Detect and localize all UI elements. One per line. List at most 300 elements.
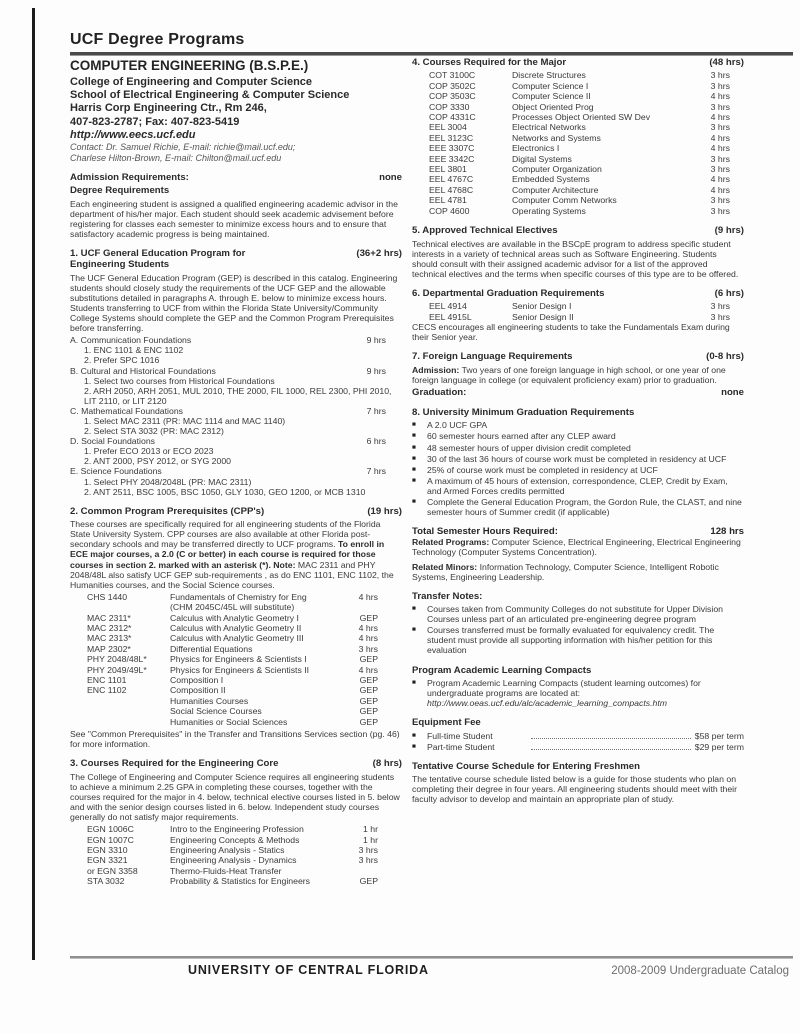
total-hours-label: Total Semester Hours Required: <box>412 526 558 538</box>
course-hours: 1 hr <box>363 824 378 835</box>
foundation-hours: 7 hrs <box>366 405 386 416</box>
foundation-group <box>70 436 402 466</box>
course-row <box>70 665 402 675</box>
footer-rule <box>70 956 793 959</box>
course-hours: 3 hrs <box>710 122 730 133</box>
bullet-square-icon: ■ <box>412 678 416 686</box>
left-column <box>70 58 402 953</box>
course-hours: 4 hrs <box>358 623 378 634</box>
course-title: Thermo-Fluids-Heat Transfer <box>170 865 282 876</box>
course-title: Senior Design II <box>512 311 574 322</box>
course-code: or EGN 3358 <box>87 865 138 876</box>
footer-catalog-edition: 2008-2009 Undergraduate Catalog <box>611 965 789 977</box>
program-contact-line1: Contact: Dr. Samuel Richie, E-mail: richie@mail.ucf.edu; <box>70 142 296 153</box>
section-cpp-body-bold: To enroll in ECE major courses, a 2.0 (C or better) in each course is required for those courses in section 2. marked with an asterisk (*). <box>70 539 385 570</box>
foreign-language-admission <box>412 365 744 385</box>
foundation-label: D. Social Foundations <box>70 436 155 447</box>
section-cpp-body <box>70 519 402 590</box>
course-row <box>70 696 402 706</box>
section-electives-hours: (9 hrs) <box>714 225 744 237</box>
bullet-square-icon: ■ <box>412 498 416 506</box>
course-row <box>412 164 744 174</box>
course-hours: 3 hrs <box>710 195 730 206</box>
course-row <box>412 112 744 122</box>
course-code: PHY 2048/48L* <box>87 654 147 665</box>
program-website-link: http://www.eecs.ucf.edu <box>70 128 196 141</box>
course-code: PHY 2049/49L* <box>87 664 147 675</box>
course-row <box>70 685 402 695</box>
course-hours: 4 hrs <box>358 664 378 675</box>
course-row <box>412 312 744 322</box>
course-title: Probability & Statistics for Engineers <box>170 876 311 887</box>
course-code: EEE 3342C <box>429 153 475 164</box>
course-hours: 3 hrs <box>358 844 378 855</box>
course-row <box>412 174 744 184</box>
course-hours: GEP <box>359 695 378 706</box>
bullet-item <box>412 497 744 517</box>
foundation-item: 2. Prefer SPC 1016 <box>84 355 160 366</box>
fee-value: $58 per term <box>694 730 744 741</box>
section-cpp-body-text1: These courses are specifically required for all engineering students of the Florida State University System. CPP courses are also available at other Florida post-secondary schools and may be transferred directly to UCF programs. <box>70 519 381 550</box>
foundation-group <box>70 406 402 436</box>
course-code: COP 4600 <box>429 205 470 216</box>
total-hours-row <box>412 527 744 537</box>
course-title: Humanities or Social Sciences <box>170 716 288 727</box>
course-title: Fundamentals of Chemistry for Eng <box>170 591 307 602</box>
course-hours: 3 hrs <box>358 643 378 654</box>
section-gep-heading <box>70 248 402 271</box>
bullet-text: A maximum of 45 hours of extension, correspondence, CLEP, Credit by Exam, and Armed Forces credits permitted <box>427 475 728 496</box>
bullet-square-icon: ■ <box>412 731 416 739</box>
course-title: Engineering Analysis - Statics <box>170 844 285 855</box>
foundation-group <box>70 466 402 496</box>
related-minors-text: Information Technology, Computer Science, Intelligent Robotic Systems, Engineering Leadership. <box>412 561 719 582</box>
course-code: MAC 2313* <box>87 633 132 644</box>
bullet-text: 60 semester hours earned after any CLEP award <box>427 431 616 442</box>
course-code: EEL 4768C <box>429 184 474 195</box>
course-code: CHS 1440 <box>87 591 128 602</box>
course-code <box>70 696 170 706</box>
program-contact-line2: Charlese Hilton-Brown, E-mail: Chilton@mail.ucf.edu <box>70 153 282 164</box>
section-cpp <box>70 506 402 750</box>
course-code: EEL 4914 <box>429 301 467 312</box>
related-minors-label: Related Minors: <box>412 561 478 572</box>
foundation-item: 1. ENC 1101 & ENC 1102 <box>84 345 184 356</box>
foundation-hours: 6 hrs <box>366 436 386 447</box>
course-code: COP 3503C <box>429 91 476 102</box>
course-hours: 3 hrs <box>710 153 730 164</box>
bullet-text: Complete the General Education Program, the Gordon Rule, the CLAST, and nine semester hours of Summer credit (if applicable) <box>427 497 742 518</box>
gep-foundations-list <box>70 335 402 497</box>
course-row <box>412 122 744 132</box>
section-cpp-note-label: Note: <box>273 559 296 570</box>
course-hours: GEP <box>359 706 378 717</box>
related-minors <box>412 562 744 582</box>
foundation-header <box>70 406 402 416</box>
dept-grad-note: CECS encourages all engineering students to take the Fundamentals Exam during their Senior year. <box>412 322 730 343</box>
course-title: Calculus with Analytic Geometry III <box>170 633 304 644</box>
bullet-square-icon: ■ <box>412 742 416 750</box>
course-code: MAC 2311* <box>87 612 131 623</box>
section-foreign-language-heading <box>412 351 744 362</box>
course-row <box>70 654 402 664</box>
course-title: Discrete Structures <box>512 70 586 81</box>
course-code: EEL 3123C <box>429 132 474 143</box>
header-rule <box>70 52 793 56</box>
related-programs-text: Computer Science, Electrical Engineering, Electrical Engineering Technology (Computer Systems Concentration). <box>412 537 741 558</box>
course-row <box>70 835 402 845</box>
course-hours: GEP <box>359 675 378 686</box>
section-cpp-body-text2: MAC 2311 and PHY 2048/48L also satisfy UCF GEP sub-requirements , as do ENC 1101, ENC 1102, the Humanities courses, and the Social Science courses. <box>70 559 394 590</box>
fee-row <box>412 731 744 741</box>
course-code <box>70 706 170 716</box>
course-title: Engineering Concepts & Methods <box>170 834 300 845</box>
dept-grad-course-table <box>412 301 744 322</box>
transfer-notes-heading <box>412 591 744 602</box>
bullet-item <box>412 431 744 441</box>
course-code: COT 3100C <box>429 70 476 81</box>
course-title: (CHM 2045C/45L will substitute) <box>170 602 295 613</box>
section-major-heading <box>412 57 744 68</box>
section-gep <box>70 248 402 497</box>
transfer-notes <box>412 591 744 656</box>
section-university-minimum <box>412 407 744 517</box>
course-row <box>70 675 402 685</box>
course-code: EEL 4781 <box>429 195 467 206</box>
foundation-items <box>70 376 402 406</box>
foundation-item: 1. Prefer ECO 2013 or ECO 2023 <box>84 446 214 457</box>
section-foreign-language-hours: (0-8 hrs) <box>706 351 744 363</box>
course-row <box>412 102 744 112</box>
foundation-item: 1. Select MAC 2311 (PR: MAC 1114 and MAC 1140) <box>84 416 286 427</box>
course-title: Computer Organization <box>512 164 602 175</box>
section-electives-heading-text: 5. Approved Technical Electives <box>412 225 558 237</box>
related-programs <box>412 537 744 557</box>
program-title: COMPUTER ENGINEERING (B.S.P.E.) <box>70 58 309 73</box>
course-title: Computer Comm Networks <box>512 195 617 206</box>
equipment-fee-rows <box>412 731 744 752</box>
section-electives <box>412 225 744 279</box>
bullet-text: Courses transferred must be formally evaluated for equivalency credit. The student must provide all supporting information with his/her petition for this evaluation <box>427 625 715 656</box>
bullet-text: Courses taken from Community Colleges do not substitute for Upper Division Courses unless part of an articulated pre-engineering degree program <box>427 604 723 625</box>
course-code: MAP 2302* <box>87 643 131 654</box>
section-foreign-language-heading-text: 7. Foreign Language Requirements <box>412 351 573 363</box>
major-course-table <box>412 70 744 216</box>
course-hours: 3 hrs <box>710 205 730 216</box>
bullet-item <box>412 420 744 430</box>
learning-compacts-bullet <box>412 678 744 708</box>
bullet-text: 30 of the last 36 hours of course work must be completed in residency at UCF <box>427 453 727 464</box>
foundation-label: E. Science Foundations <box>70 466 162 477</box>
course-hours: 3 hrs <box>710 101 730 112</box>
transfer-notes-bullets <box>412 604 744 655</box>
section-dept-grad-heading-text: 6. Departmental Graduation Requirements <box>412 287 605 299</box>
bullet-item <box>412 443 744 453</box>
total-hours-value: 128 hrs <box>710 526 744 538</box>
section-gep-hours: (36+2 hrs) <box>356 247 402 259</box>
transfer-notes-heading-text: Transfer Notes: <box>412 590 483 602</box>
course-hours: GEP <box>359 654 378 665</box>
course-title: Processes Object Oriented SW Dev <box>512 112 651 123</box>
course-code: COP 3502C <box>429 80 476 91</box>
cpp-course-table <box>70 592 402 727</box>
bullet-text: 25% of course work must be completed in residency at UCF <box>427 464 658 475</box>
foundation-label: B. Cultural and Historical Foundations <box>70 365 216 376</box>
learning-compacts <box>412 665 744 709</box>
page-edge-line <box>32 8 35 960</box>
course-hours: 3 hrs <box>710 80 730 91</box>
course-title: Computer Science II <box>512 91 591 102</box>
section-core-heading-text: 3. Courses Required for the Engineering Core <box>70 758 279 770</box>
course-code: COP 3330 <box>429 101 470 112</box>
course-row <box>412 185 744 195</box>
foundation-label: C. Mathematical Foundations <box>70 405 183 416</box>
bullet-item <box>412 625 744 655</box>
course-hours: 1 hr <box>363 834 378 845</box>
equipment-fee <box>412 717 744 752</box>
course-code: STA 3032 <box>87 876 125 887</box>
course-title: Physics for Engineers & Scientists I <box>170 654 307 665</box>
admission-requirements-value: none <box>379 172 402 184</box>
foreign-language-graduation-row <box>412 388 744 398</box>
degree-requirements-title: Degree Requirements <box>70 185 170 197</box>
right-column <box>412 57 744 952</box>
course-hours: 3 hrs <box>710 301 730 312</box>
course-hours: 4 hrs <box>358 591 378 602</box>
bullet-square-icon: ■ <box>412 443 416 451</box>
foreign-language-graduation-value: none <box>721 386 744 398</box>
degree-requirements-heading <box>70 185 402 196</box>
footer-university-name: UNIVERSITY OF CENTRAL FLORIDA <box>188 963 429 977</box>
section-university-minimum-heading-text: 8. University Minimum Graduation Requirements <box>412 406 635 418</box>
bullet-text: 48 semester hours of upper division credit completed <box>427 442 631 453</box>
tentative-schedule-heading <box>412 761 744 772</box>
course-row <box>70 644 402 654</box>
course-title: Object Oriented Prog <box>512 101 594 112</box>
section-gep-heading-line1: 1. UCF General Education Program for <box>70 247 246 259</box>
course-title: Humanities Courses <box>170 695 249 706</box>
course-code: EGN 1007C <box>87 834 134 845</box>
foundation-group <box>70 366 402 406</box>
equipment-fee-heading-text: Equipment Fee <box>412 717 481 729</box>
course-row <box>70 866 402 876</box>
degree-requirements-body: Each engineering student is assigned a qualified engineering academic advisor in the department of his/her major. Each student should seek academic advisement before registering for classes each semester to minimize excess hours and to ensure that satisfactory academic progress is being maintained. <box>70 198 398 239</box>
course-title: Digital Systems <box>512 153 572 164</box>
course-title: Calculus with Analytic Geometry II <box>170 623 302 634</box>
course-code: COP 4331C <box>429 112 476 123</box>
course-row <box>412 143 744 153</box>
foundation-hours: 9 hrs <box>366 335 386 346</box>
course-hours: 4 hrs <box>710 184 730 195</box>
course-hours: GEP <box>359 716 378 727</box>
course-hours: 4 hrs <box>710 174 730 185</box>
course-row <box>70 602 402 612</box>
course-hours: 3 hrs <box>358 855 378 866</box>
course-title: Senior Design I <box>512 301 572 312</box>
course-hours: 4 hrs <box>710 143 730 154</box>
foundation-group <box>70 335 402 365</box>
course-title: Embedded Systems <box>512 174 590 185</box>
course-row <box>70 613 402 623</box>
tentative-schedule <box>412 761 744 805</box>
foundation-header <box>70 335 402 345</box>
course-row <box>412 301 744 311</box>
course-title: Electrical Networks <box>512 122 586 133</box>
footer <box>70 965 793 985</box>
course-row <box>70 876 402 886</box>
foundation-item: 2. ANT 2000, PSY 2012, or SYG 2000 <box>84 456 231 467</box>
admission-requirements-label: Admission Requirements: <box>70 172 189 184</box>
program-phone: 407-823-2787; Fax: 407-823-5419 <box>70 115 240 128</box>
course-hours <box>332 602 378 612</box>
course-code: EEL 3801 <box>429 164 467 175</box>
course-title: Social Science Courses <box>170 706 262 717</box>
fee-label: Part-time Student <box>427 741 495 752</box>
course-title: Networks and Systems <box>512 132 601 143</box>
section-core-hours: (8 hrs) <box>372 758 402 770</box>
section-major-hours: (48 hrs) <box>709 57 744 68</box>
course-row <box>412 154 744 164</box>
related-programs-label: Related Programs: <box>412 537 490 548</box>
course-code <box>70 717 170 727</box>
page-title: UCF Degree Programs <box>70 31 245 48</box>
foreign-language-graduation-label: Graduation: <box>412 386 467 398</box>
section-university-minimum-heading <box>412 407 744 418</box>
course-code: EGN 3310 <box>87 844 128 855</box>
fee-label: Full-time Student <box>427 730 493 741</box>
section-core-body: The College of Engineering and Computer Science requires all engineering students to achieve a minimum 2.25 GPA in completing these courses, together with the courses required for the major in 4. below, technical elective courses listed in 5. below and with the senior design courses listed in 6. below. Independent study courses generally do not satisfy major requirements. <box>70 771 400 823</box>
course-row <box>412 91 744 101</box>
fee-dot-leader <box>531 749 691 750</box>
fee-value: $29 per term <box>694 741 744 752</box>
bullet-square-icon: ■ <box>412 432 416 440</box>
foundation-header <box>70 366 402 376</box>
course-row <box>70 623 402 633</box>
section-electives-body: Technical electives are available in the BSCpE program to address specific student interests in a variety of technical areas such as Software Engineering. Students should consult with their assigned academic advisor for a list of the approved technical electives and the terms when specific courses of this type are to be offered. <box>412 238 739 279</box>
bullet-square-icon: ■ <box>412 476 416 484</box>
learning-compacts-heading <box>412 665 744 676</box>
course-code: EGN 1006C <box>87 824 134 835</box>
equipment-fee-heading <box>412 717 744 728</box>
bullet-square-icon: ■ <box>412 454 416 462</box>
section-cpp-hours: (19 hrs) <box>367 505 402 517</box>
course-hours: 4 hrs <box>710 91 730 102</box>
foundation-item: 2. ANT 2511, BSC 1005, BSC 1050, GLY 1030, GEO 1200, or MCB 1310 <box>84 486 366 497</box>
course-row <box>70 845 402 855</box>
course-code: ENC 1101 <box>87 675 127 686</box>
learning-compacts-url: http://www.oeas.ucf.edu/alc/academic_learning_compacts.htm <box>427 698 667 709</box>
bullet-square-icon: ■ <box>412 605 416 613</box>
course-hours: GEP <box>359 612 378 623</box>
foundation-header <box>70 466 402 476</box>
learning-compacts-bullet-content <box>427 678 744 708</box>
section-dept-grad-hours: (6 hrs) <box>714 287 744 299</box>
foundation-items <box>70 477 402 497</box>
tentative-schedule-heading-text: Tentative Course Schedule for Entering Freshmen <box>412 760 640 772</box>
foundation-items <box>70 446 402 466</box>
section-gep-heading-line2: Engineering Students <box>70 259 170 271</box>
admission-requirements-row <box>70 173 402 183</box>
course-row <box>412 81 744 91</box>
foundation-item: 2. Select STA 3032 (PR: MAC 2312) <box>84 426 224 437</box>
bullet-text: A 2.0 UCF GPA <box>427 420 488 431</box>
tentative-schedule-body: The tentative course schedule listed below is a guide for those students who plan on completing their degree in four years. All engineering students should meet with their faculty advisor to develop and maintain an appropriate plan of study. <box>412 774 738 805</box>
course-code: EEL 3004 <box>429 122 467 133</box>
fee-dot-leader <box>531 738 691 739</box>
fee-row <box>412 742 744 752</box>
bullet-item <box>412 465 744 475</box>
foreign-language-admission-label: Admission: <box>412 364 460 375</box>
foundation-label: A. Communication Foundations <box>70 335 192 346</box>
course-row <box>70 824 402 834</box>
foundation-hours: 7 hrs <box>366 466 386 477</box>
foundation-item: 1. Select PHY 2048/2048L (PR: MAC 2311) <box>84 476 252 487</box>
course-title: Physics for Engineers & Scientists II <box>170 664 310 675</box>
section-gep-heading-text <box>70 248 245 271</box>
core-course-table <box>70 824 402 886</box>
course-hours: 3 hrs <box>710 311 730 322</box>
bullet-item <box>412 604 744 624</box>
course-code: MAC 2312* <box>87 623 132 634</box>
course-hours: 3 hrs <box>710 164 730 175</box>
course-hours: 4 hrs <box>358 633 378 644</box>
bullet-item <box>412 454 744 464</box>
course-title: Computer Science I <box>512 80 589 91</box>
course-hours <box>332 866 378 876</box>
course-row <box>70 855 402 865</box>
foundation-items <box>70 345 402 365</box>
course-row <box>412 70 744 80</box>
course-hours: GEP <box>359 876 378 887</box>
bullet-item <box>412 476 744 496</box>
section-major <box>412 57 744 216</box>
course-title: Calculus with Analytic Geometry I <box>170 612 299 623</box>
section-cpp-heading <box>70 506 402 517</box>
course-title: Computer Architecture <box>512 184 599 195</box>
foundation-items <box>70 416 402 436</box>
course-code: EEL 4767C <box>429 174 474 185</box>
section-dept-grad-heading <box>412 288 744 299</box>
course-hours: 4 hrs <box>710 112 730 123</box>
course-code: EEE 3307C <box>429 143 475 154</box>
section-foreign-language <box>412 351 744 398</box>
section-dept-grad <box>412 288 744 342</box>
course-row <box>412 206 744 216</box>
foundation-item: 2. ARH 2050, ARH 2051, MUL 2010, THE 2000, FIL 1000, REL 2300, PHI 2010, LIT 2110, or LIT 2120 <box>84 385 392 406</box>
course-title: Intro to the Engineering Profession <box>170 824 304 835</box>
course-title: Engineering Analysis - Dynamics <box>170 855 297 866</box>
foundation-item: 1. Select two courses from Historical Foundations <box>84 375 275 386</box>
section-core <box>70 758 402 886</box>
foundation-hours: 9 hrs <box>366 365 386 376</box>
course-title: Operating Systems <box>512 205 586 216</box>
program-school: School of Electrical Engineering & Computer Science <box>70 89 350 102</box>
course-row <box>412 195 744 205</box>
program-college: College of Engineering and Computer Science <box>70 76 313 88</box>
course-hours: 4 hrs <box>710 132 730 143</box>
foundation-header <box>70 436 402 446</box>
course-hours: GEP <box>359 685 378 696</box>
course-title: Electronics I <box>512 143 560 154</box>
program-address: Harris Corp Engineering Ctr., Rm 246, <box>70 102 267 115</box>
university-minimum-bullets <box>412 420 744 517</box>
section-gep-body: The UCF General Education Program (GEP) is described in this catalog. Engineering students should closely study the requirements of the UCF GEP and the allowable substitutions detailed in paragraphs A. through E. below to minimize excess hours. Students transferring to UCF from within the Florida State University/Community College Systems should complete the GEP and the Common Program Prerequisites before transferring. <box>70 272 398 334</box>
course-title: Composition I <box>170 675 224 686</box>
learning-compacts-text: Program Academic Learning Compacts (student learning outcomes) for undergraduate programs are located at: <box>427 677 701 699</box>
learning-compacts-heading-text: Program Academic Learning Compacts <box>412 664 592 676</box>
foreign-language-admission-text: Two years of one foreign language in high school, or one year of one foreign language in college (or equivalent proficiency exam) prior to graduation. <box>412 364 726 385</box>
section-core-heading <box>70 758 402 769</box>
